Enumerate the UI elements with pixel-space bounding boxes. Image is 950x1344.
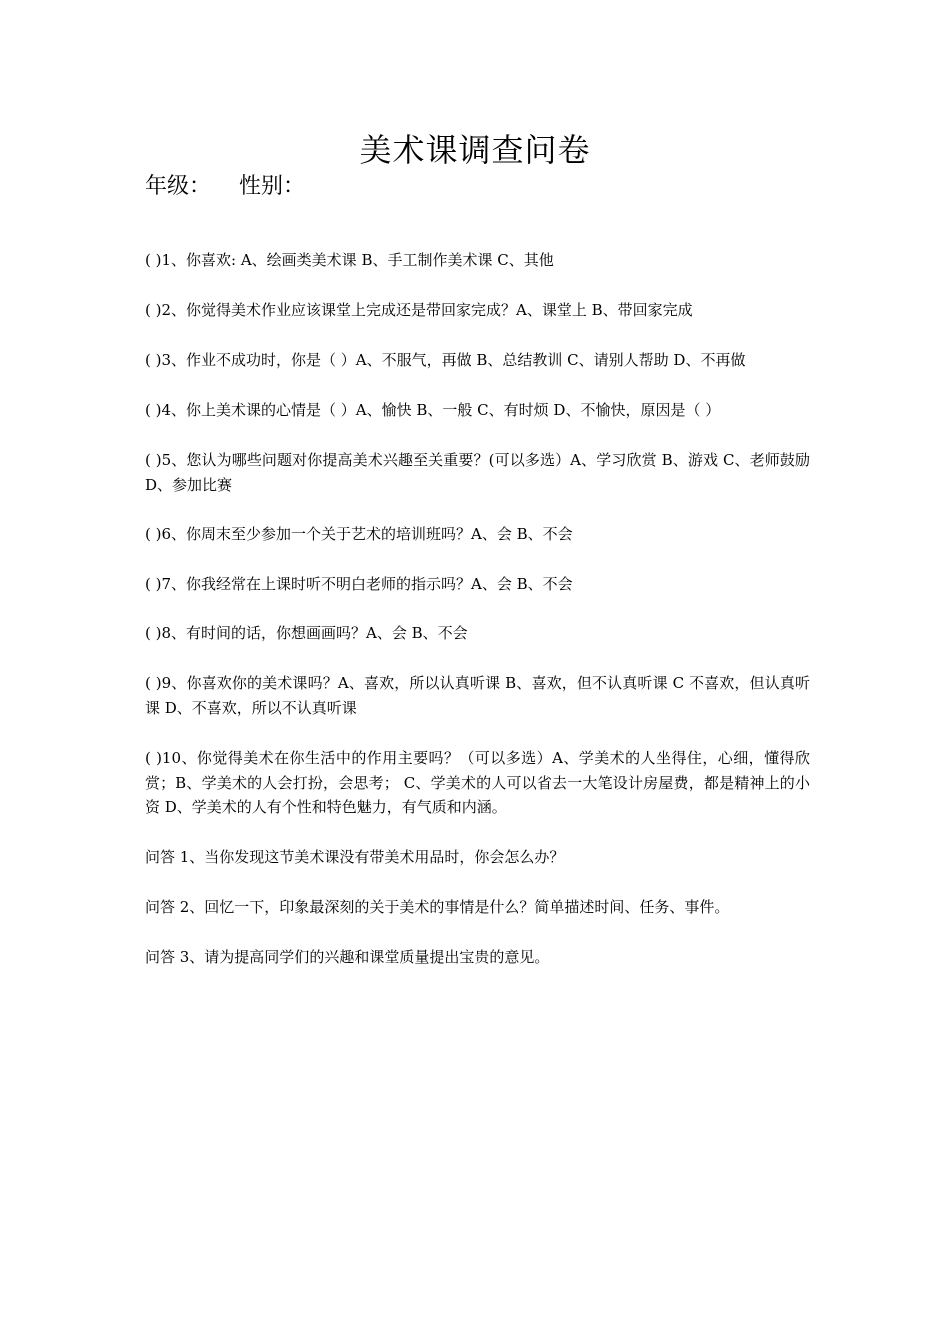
question-4: ( )4、你上美术课的心情是（ ）A、愉快 B、一般 C、有时烦 D、不愉快，原因是（ ） [145, 401, 721, 419]
question-7: ( )7、你我经常在上课时听不明白老师的指示吗？A、会 B、不会 [145, 575, 573, 593]
open-question-2: 问答 2、回忆一下，印象最深刻的关于美术的事情是什么？简单描述时间、任务、事件。 [145, 898, 730, 916]
grade-gender-line: 年级： 性别： [145, 174, 305, 199]
question-3: ( )3、作业不成功时，你是（ ）A、不服气，再做 B、总结教训 C、请别人帮助 D、不再做 [145, 351, 746, 369]
page-title: 美术课调查问卷 [359, 131, 591, 169]
question-2: ( )2、你觉得美术作业应该课堂上完成还是带回家完成？A、课堂上 B、带回家完成 [145, 301, 693, 319]
question-5: ( )5、您认为哪些问题对你提高美术兴趣至关重要？(可以多选）A、学习欣赏 B、游戏 C、老师鼓励 D、参加比赛 [145, 451, 810, 494]
question-10: ( )10、你觉得美术在你生活中的作用主要吗？（可以多选）A、学美术的人坐得住，心细，懂得欣赏；B、学美术的人会打扮，会思考； C、学美术的人可以省去一大笔设计房屋费，都是精神上的小资 D、学美术的人有个性和特色魅力，有气质和内涵。 [145, 749, 810, 816]
question-8: ( )8、有时间的话，你想画画吗？A、会 B、不会 [145, 624, 468, 642]
question-6: ( )6、你周末至少参加一个关于艺术的培训班吗？A、会 B、不会 [145, 525, 573, 543]
question-1: ( )1、你喜欢: A、绘画类美术课 B、手工制作美术课 C、其他 [145, 251, 554, 269]
question-9: ( )9、你喜欢你的美术课吗？A、喜欢，所以认真听课 B、喜欢，但不认真听课 C 不喜欢，但认真听课 D、不喜欢，所以不认真听课 [145, 674, 810, 717]
open-question-3: 问答 3、请为提高同学们的兴趣和课堂质量提出宝贵的意见。 [145, 948, 550, 966]
open-question-1: 问答 1、当你发现这节美术课没有带美术用品时，你会怎么办？ [145, 848, 565, 866]
